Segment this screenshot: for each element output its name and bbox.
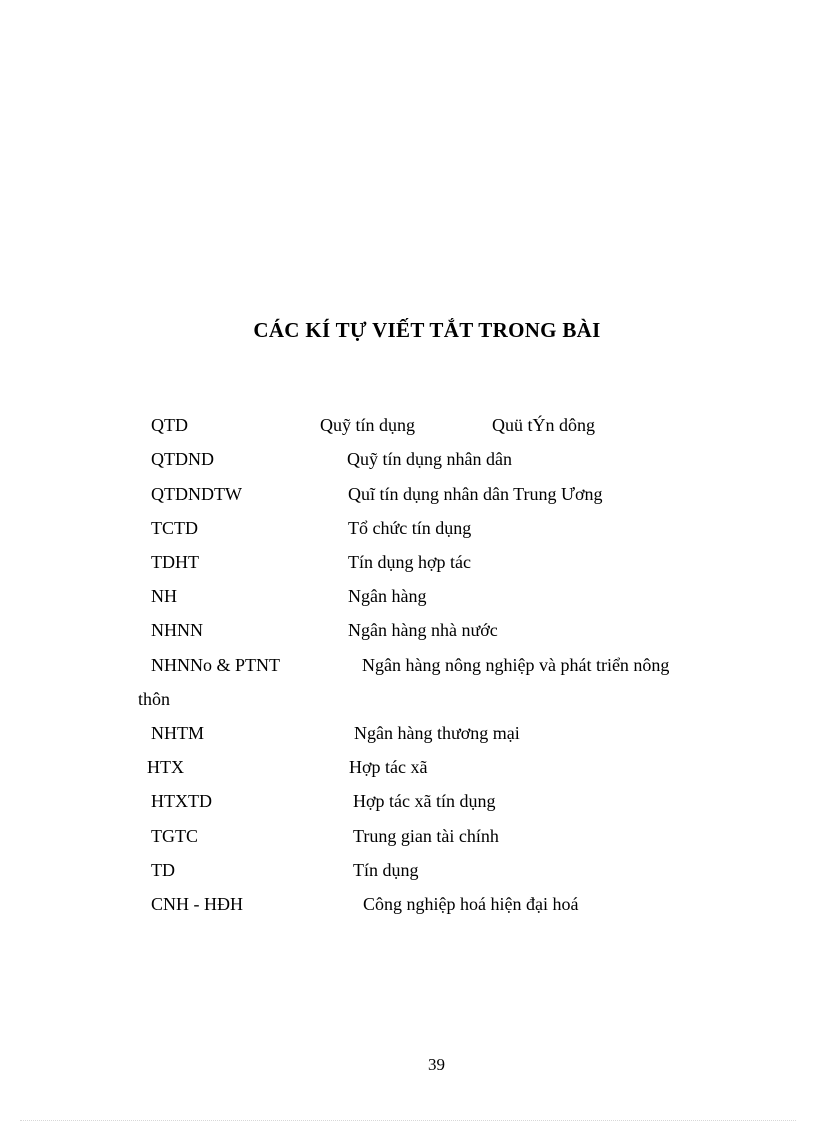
abbreviation-definition-continuation: thôn: [138, 689, 171, 709]
abbreviation-definition: Ngân hàng: [348, 586, 427, 606]
abbreviation-term: HTXTD: [151, 791, 212, 811]
abbreviation-term: TDHT: [151, 552, 199, 572]
abbreviation-definition: Tín dụng: [353, 860, 419, 880]
abbreviation-term: QTDNDTW: [151, 484, 242, 504]
abbreviation-definition: Quỹ tín dụng: [320, 415, 416, 435]
abbreviation-term: CNH - HĐH: [151, 894, 243, 914]
abbreviation-definition: Ngân hàng thương mại: [354, 723, 520, 743]
abbreviation-definition: Quĩ tín dụng nhân dân Trung Ương: [348, 484, 603, 504]
abbreviation-definition: Công nghiệp hoá hiện đại hoá: [363, 894, 579, 914]
abbreviation-term: QTDND: [151, 449, 214, 469]
abbreviation-definition: Hợp tác xã tín dụng: [353, 791, 496, 811]
abbreviation-term: NH: [151, 586, 177, 606]
abbreviation-term: NHNNo & PTNT: [151, 655, 280, 675]
abbreviation-term: NHNN: [151, 620, 203, 640]
abbreviation-definition-garbled: Quü tÝn dông: [492, 415, 595, 435]
page-title: CÁC KÍ TỰ VIẾT TẮT TRONG BÀI: [253, 318, 601, 342]
abbreviation-term: TGTC: [151, 826, 198, 846]
abbreviation-term: QTD: [151, 415, 188, 435]
page-bottom-divider: [20, 1120, 796, 1121]
abbreviation-term: NHTM: [151, 723, 204, 743]
abbreviation-definition: Quỹ tín dụng nhân dân: [347, 449, 512, 469]
abbreviation-term: TCTD: [151, 518, 198, 538]
abbreviation-definition: Tổ chức tín dụng: [348, 518, 472, 538]
abbreviation-definition: Tín dụng hợp tác: [348, 552, 471, 572]
abbreviation-term: HTX: [147, 757, 184, 777]
abbreviation-definition: Trung gian tài chính: [353, 826, 499, 846]
page-number: 39: [428, 1055, 445, 1074]
abbreviation-definition: Ngân hàng nông nghiệp và phát triển nông: [362, 655, 670, 675]
abbreviation-definition: Ngân hàng nhà nước: [348, 620, 498, 640]
abbreviation-term: TD: [151, 860, 175, 880]
abbreviation-definition: Hợp tác xã: [349, 757, 428, 777]
